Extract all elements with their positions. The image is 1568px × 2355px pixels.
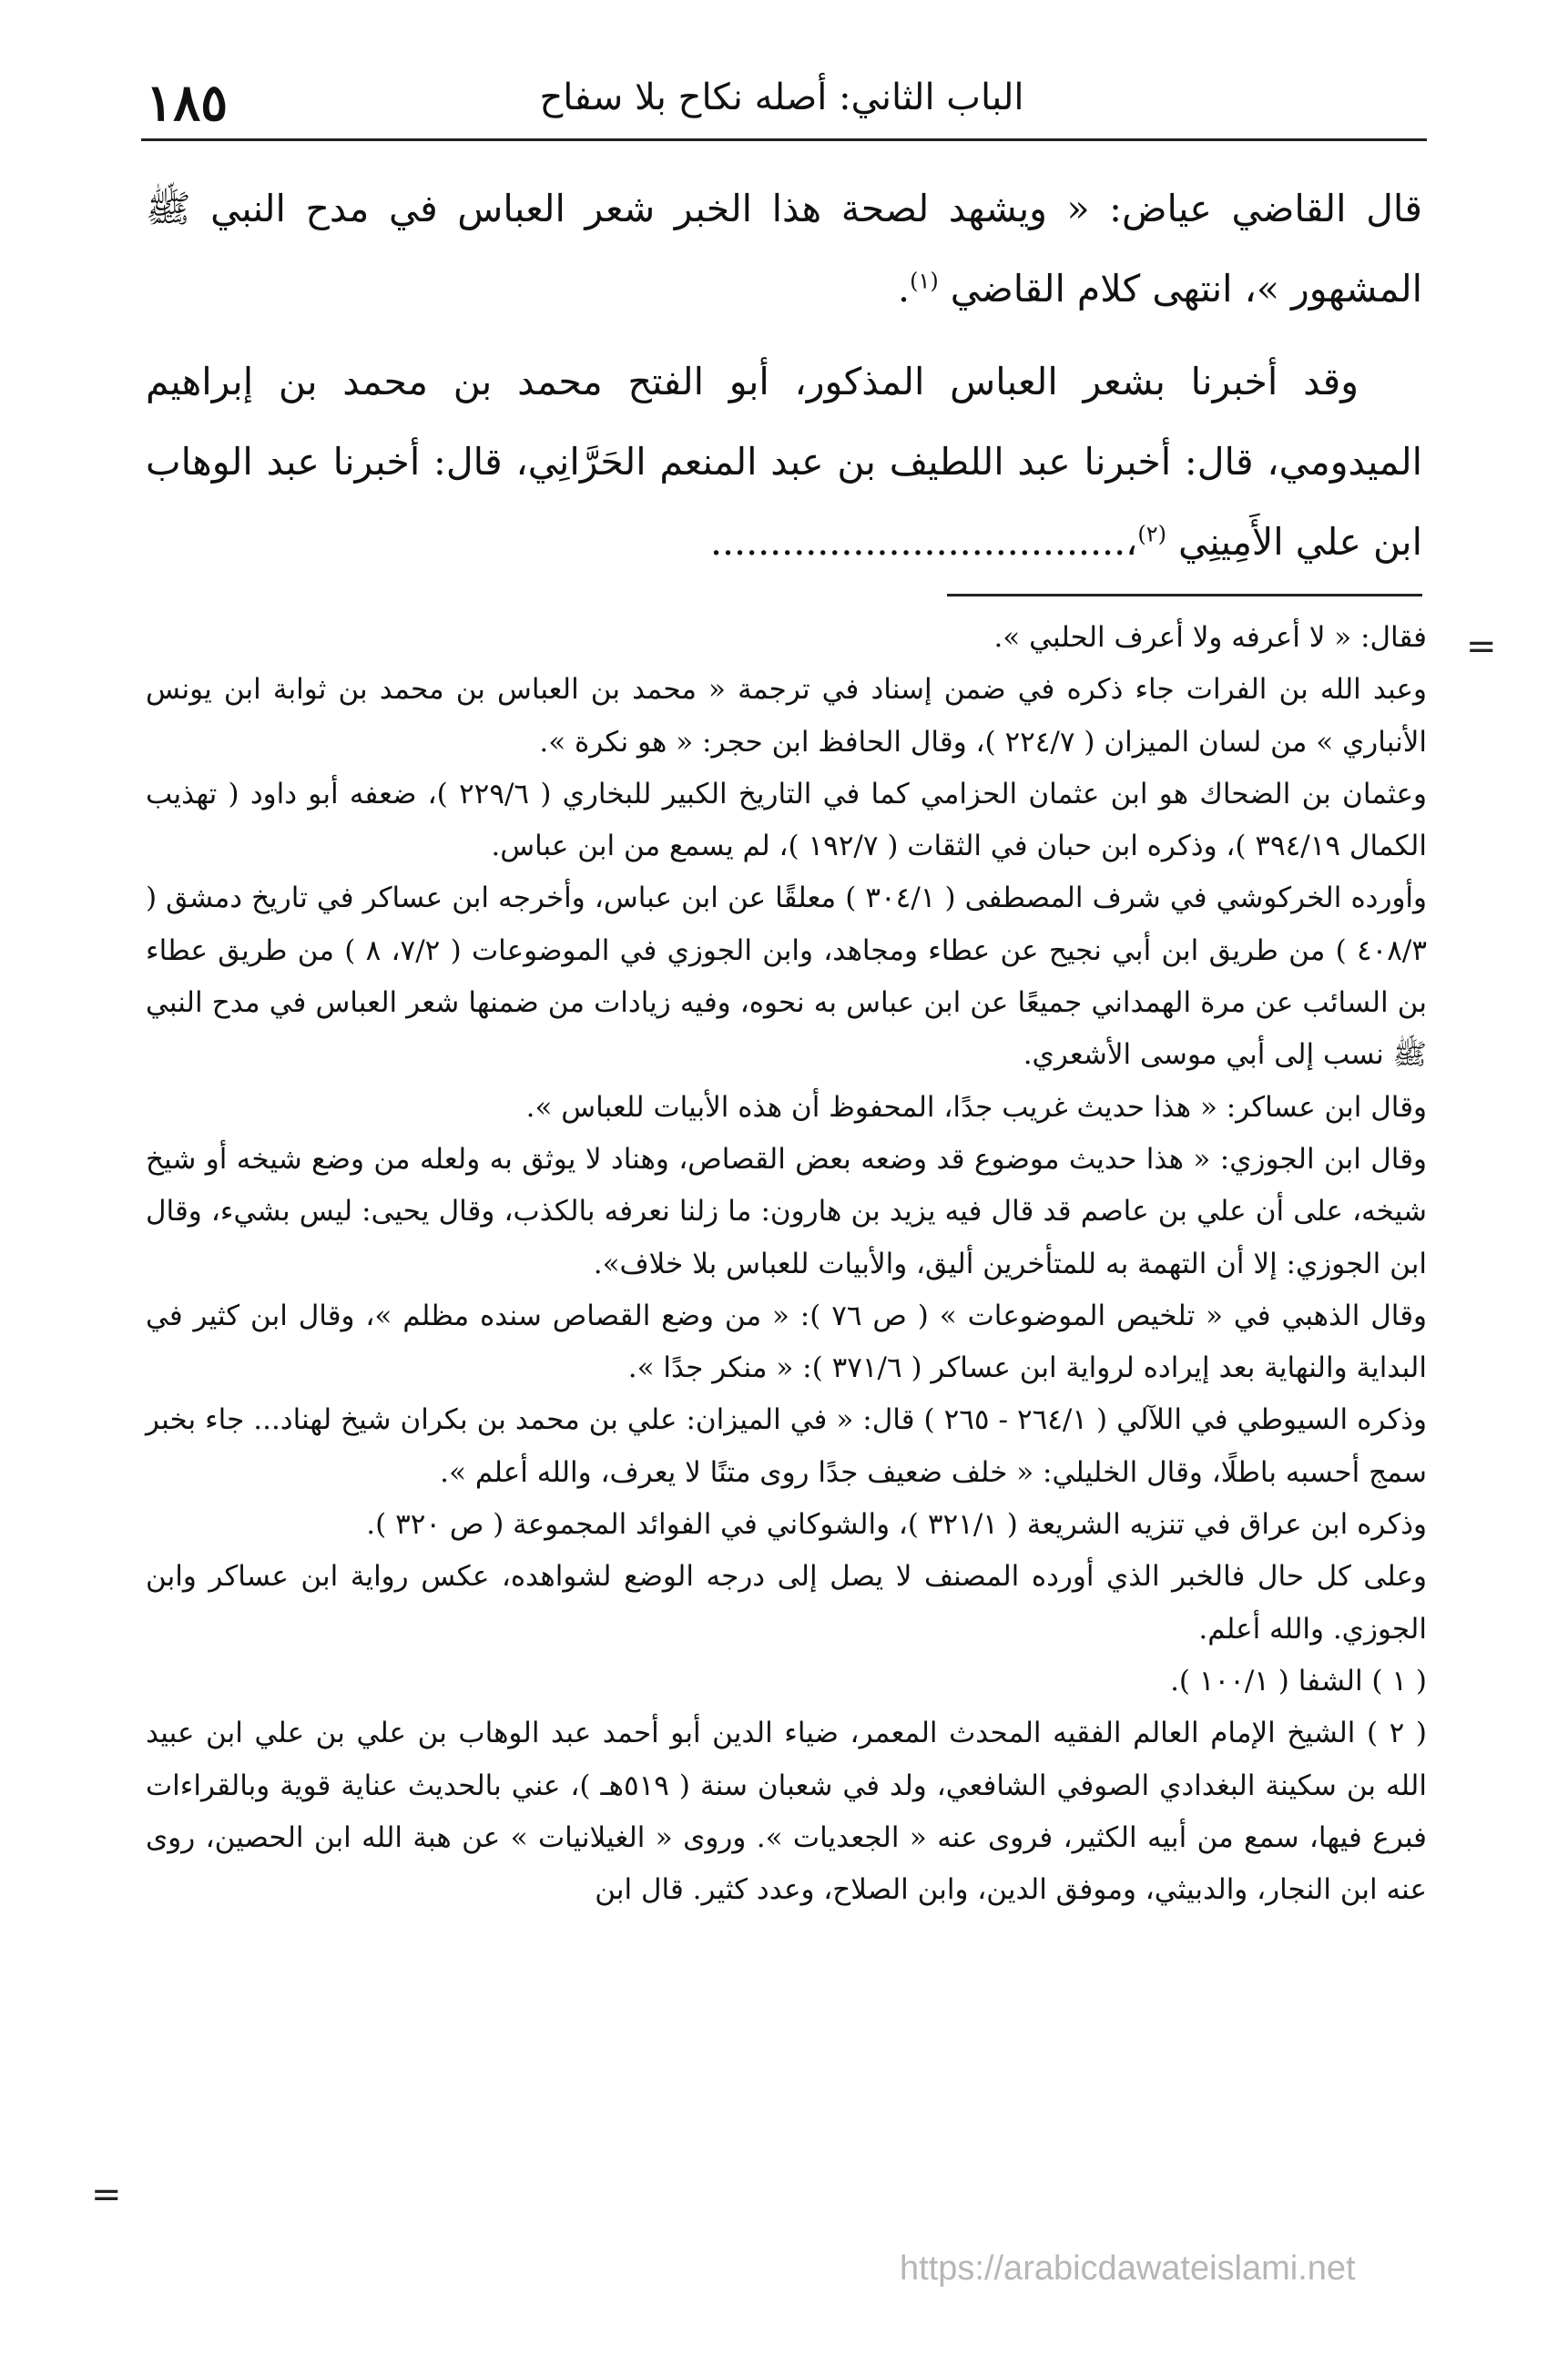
continuation-mark: = [1466,626,1497,668]
footnote-paragraph: وقال ابن عساكر: « هذا حديث غريب جدًا، المحفوظ أن هذه الأبيات للعباس ». [525,1090,1427,1124]
paragraph-text: قال القاضي عياض: « ويشهد لصحة هذا الخبر شعر العباس في مدح النبي ﷺ المشهور »، انتهى كلام القاضي [146,187,1422,311]
running-title: الباب الثاني: أصله نكاح بلا سفاح [539,76,1024,118]
continuation-mark: = [91,2174,122,2216]
footnote-paragraph: وذكره السيوطي في اللآلي ( ٢٦٤/١ - ٢٦٥ ) قال: « في الميزان: علي بن محمد بن بكران شيخ لهناد... جاء بخبر سمج أحسبه باطلًا، وقال الخليلي: « خلف ضعيف جدًا روى متنًا لا يعرف، والله أعلم ». [146,1403,1428,1489]
main-paragraph: قال القاضي عياض: « ويشهد لصحة هذا الخبر شعر العباس في مدح النبي ﷺ المشهور »، انتهى كلام القاضي $^{(١)}$. [146,187,1422,311]
footnotes [146,612,1427,1916]
footnote-marker: (١) [910,268,939,294]
main-text [146,168,1422,595]
footnote-paragraph: وأورده الخركوشي في شرف المصطفى ( ٣٠٤/١ ) معلقًا عن ابن عباس، وأخرجه ابن عساكر في تاريخ دمشق ( ٤٠٨/٣ ) من طريق ابن أبي نجيح عن عطاء ومجاهد، وابن الجوزي في الموضوعات ( ٧/٢، ٨ ) من طريق عطاء بن السائب عن مرة الهمداني جميعًا عن ابن عباس به نحوه، وفيه زيادات من ضمنها شعر العباس في مدح النبي ﷺ نسب إلى أبي موسى الأشعري. [146,882,1428,1072]
paragraph-text: وقد أخبرنا بشعر العباس المذكور، أبو الفتح محمد بن محمد بن إبراهيم الميدومي، قال: أخبرنا عبد اللطيف بن عبد المنعم الحَرَّانِي، قال: أخبرنا عبد الوهاب ابن علي الأَمِينِي [146,360,1422,564]
page-number: ١٨٥ [146,73,229,133]
trailing-dots: ،................................... [709,520,1138,564]
page-header [137,64,1427,137]
main-paragraph [146,342,1422,582]
footnote-paragraph: وعبد الله بن الفرات جاء ذكره في ضمن إسناد في ترجمة « محمد بن العباس بن محمد بن ثوابة ابن يونس الأنباري » من لسان الميزان ( ٢٢٤/٧ )، وقال الحافظ ابن حجر: « هو نكرة ». [146,673,1427,759]
footnote-paragraph: فقال: « لا أعرفه ولا أعرف الحلبي ». [993,621,1427,654]
footnote-1: ( ١ ) الشفا ( ١٠٠/١ ). [1170,1664,1427,1697]
footnote-marker: (٢) [1137,521,1166,547]
footnote-paragraph: وقال الذهبي في « تلخيص الموضوعات » ( ص ٧٦ ): « من وضع القصاص سنده مظلم »، وقال ابن كثير في البداية والنهاية بعد إيراده لرواية ابن عساكر ( ٣٧١/٦ ): « منكر جدًا ». [146,1299,1427,1385]
watermark-url: https://arabicdawateislami.net [900,2249,1356,2288]
footnote-rule [947,594,1422,596]
footnote-paragraph: وذكره ابن عراق في تنزيه الشريعة ( ٣٢١/١ )، والشوكاني في الفوائد المجموعة ( ص ٣٢٠ ). [366,1508,1427,1542]
footnote-2: ( ٢ ) الشيخ الإمام العالم الفقيه المحدث المعمر، ضياء الدين أبو أحمد عبد الوهاب بن علي بن علي ابن عبيد الله بن سكينة البغدادي الصوفي الشافعي، ولد في شعبان سنة ( ٥١٩هـ )، عني بالحديث عناية قوية وبالقراءات فبرع فيها، سمع من أبيه الكثير، فروى عنه « الجعديات ». وروى « الغيلانيات » عن هبة الله ابن الحصين، روى عنه ابن النجار، والدبيثي، وموفق الدين، وابن الصلاح، وعدد كثير. قال ابن [146,1717,1428,1907]
footnote-paragraph: وعلى كل حال فالخبر الذي أورده المصنف لا يصل إلى درجه الوضع لشواهده، عكس رواية ابن عساكر وابن الجوزي. والله أعلم. [146,1560,1427,1646]
footnote-paragraph: وعثمان بن الضحاك هو ابن عثمان الحزامي كما في التاريخ الكبير للبخاري ( ٢٢٩/٦ )، ضعفه أبو داود ( تهذيب الكمال ٣٩٤/١٩ )، وذكره ابن حبان في الثقات ( ١٩٢/٧ )، لم يسمع من ابن عباس. [146,777,1428,863]
header-rule [141,138,1427,141]
footnote-paragraph: وقال ابن الجوزي: « هذا حديث موضوع قد وضعه بعض القصاص، وهناد لا يوثق به ولعله من وضع شيخه أو شيخ شيخه، على أن علي بن عاصم قد قال فيه يزيد بن هارون: ما زلنا نعرفه بالكذب، وقال يحيى: ليس بشيء، وقال ابن الجوزي: إلا أن التهمة به للمتأخرين أليق، والأبيات للعباس بلا خلاف». [146,1142,1427,1280]
